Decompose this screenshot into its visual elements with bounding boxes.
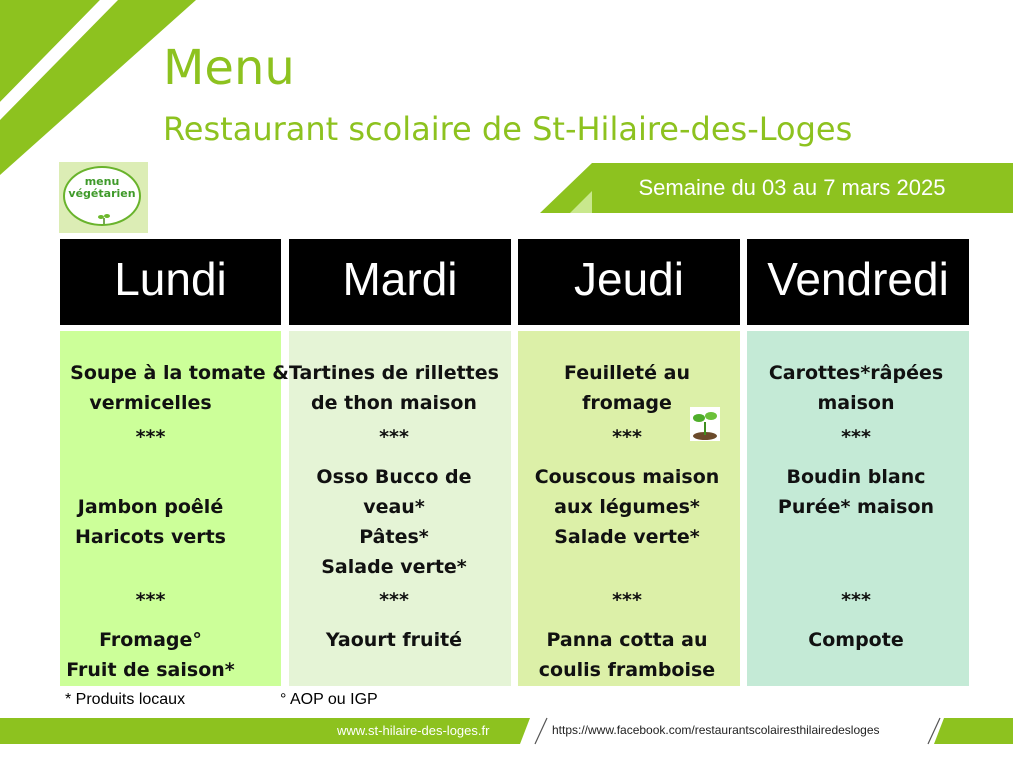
menu-item: maison: [817, 392, 895, 414]
day-column-jeudi: [518, 331, 740, 686]
menu-item: Couscous maison: [534, 466, 720, 488]
divider-slash: [918, 716, 948, 746]
menu-item: Soupe à la tomate &: [70, 362, 289, 384]
menu-item: veau*: [363, 496, 425, 518]
course-separator: ***: [841, 426, 871, 448]
facebook-link[interactable]: https://www.facebook.com/restaurantscolairesthilairedesloges: [552, 723, 880, 737]
menu-item: Jambon poêlé: [77, 496, 224, 518]
menu-item: Panna cotta au: [546, 629, 708, 651]
page-title: Menu: [163, 40, 295, 96]
course-separator: ***: [135, 426, 166, 448]
menu-item: Pâtes*: [359, 526, 429, 548]
menu-item: Purée* maison: [777, 496, 935, 518]
course-separator: ***: [379, 589, 409, 611]
menu-item: aux légumes*: [554, 496, 700, 518]
menu-item: Carottes*râpées: [768, 362, 944, 384]
menu-item: Compote: [808, 629, 904, 651]
week-label: Semaine du 03 au 7 mars 2025: [638, 175, 946, 200]
website-link[interactable]: www.st-hilaire-des-loges.fr: [337, 723, 490, 738]
menu-item: Feuilleté au: [564, 362, 690, 384]
day-header-jeudi: Jeudi: [518, 239, 740, 325]
day-header-mardi: Mardi: [289, 239, 511, 325]
menu-item: Salade verte*: [321, 556, 467, 578]
page-subtitle: Restaurant scolaire de St-Hilaire-des-Loges: [163, 110, 853, 148]
course-separator: ***: [612, 589, 642, 611]
course-separator: ***: [135, 589, 166, 611]
logo-badge: [63, 166, 141, 226]
menu-item: de thon maison: [311, 392, 477, 414]
menu-item: vermicelles: [89, 392, 212, 414]
footnote-aop-igp: ° AOP ou IGP: [280, 691, 378, 708]
menu-item: Yaourt fruité: [325, 629, 463, 651]
course-separator: ***: [379, 426, 409, 448]
day-column-vendredi: [747, 331, 969, 686]
menu-item: Fromage°: [99, 629, 202, 651]
menu-item: Osso Bucco de: [316, 466, 472, 488]
menu-item: Tartines de rillettes: [289, 362, 499, 384]
menu-item: Haricots verts: [75, 526, 226, 548]
menu-item: Salade verte*: [554, 526, 700, 548]
sprout-icon: [690, 407, 720, 441]
sprout-icon: [97, 212, 111, 224]
course-separator: ***: [612, 426, 642, 448]
day-header-lundi: Lundi: [60, 239, 281, 325]
vegetarian-menu-logo: [59, 162, 148, 233]
day-column-lundi: [60, 331, 289, 686]
menu-item: fromage: [582, 392, 672, 414]
course-separator: ***: [841, 589, 871, 611]
logo-text: menu végétarien: [68, 175, 136, 200]
menu-item: coulis framboise: [538, 659, 716, 681]
menu-item: Boudin blanc: [786, 466, 926, 488]
footnote-local-products: * Produits locaux: [65, 691, 186, 708]
menu-item: Fruit de saison*: [66, 659, 235, 681]
day-column-mardi: [289, 331, 511, 686]
day-header-vendredi: Vendredi: [747, 239, 969, 325]
